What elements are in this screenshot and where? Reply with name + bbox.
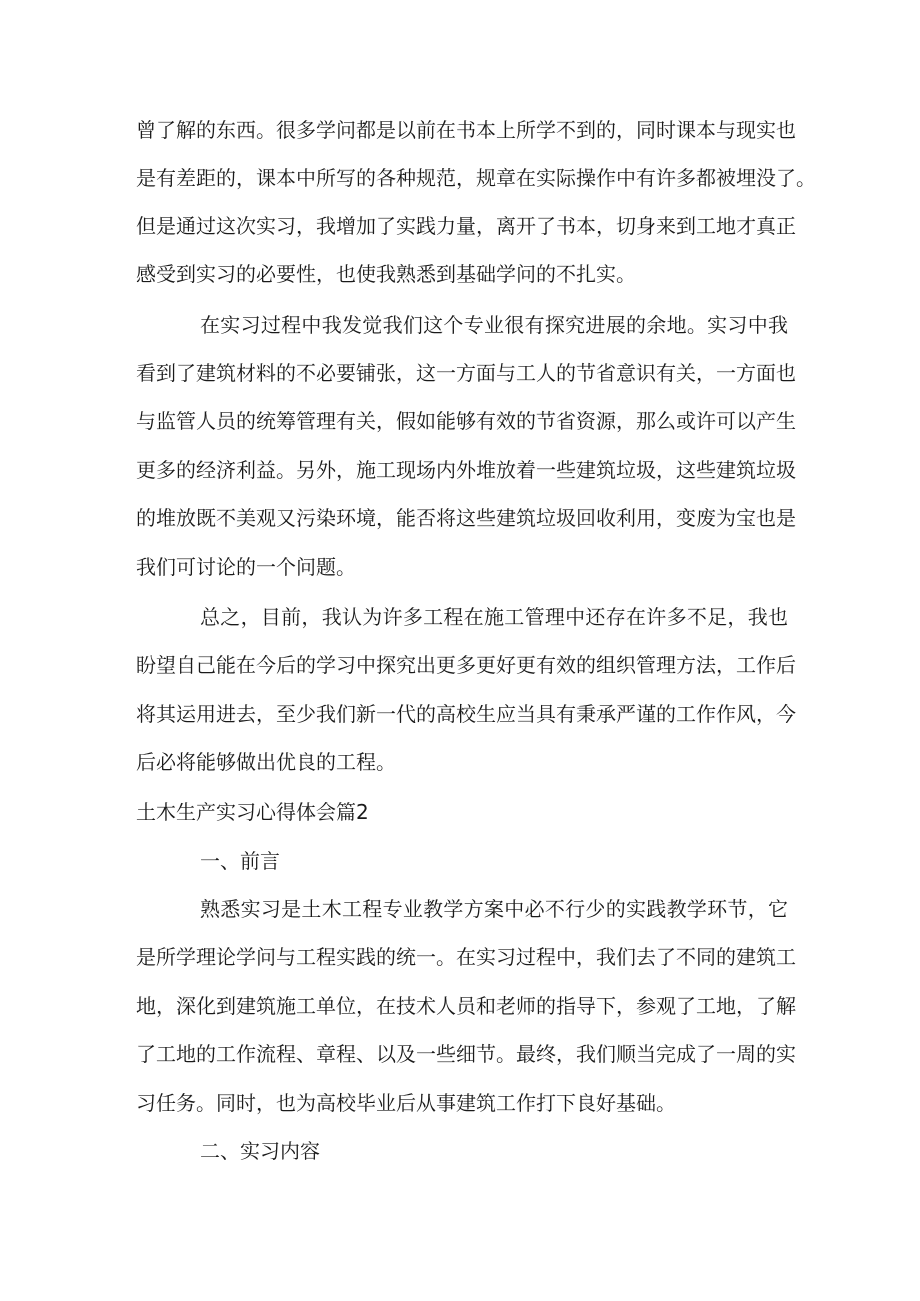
- paragraph-2-line-1: 在实习过程中我发觉我们这个专业很有探究进展的余地。实习中我: [200, 313, 788, 337]
- paragraph-4-line-4: 了工地的工作流程、章程、以及一些细节。最终，我们顺当完成了一周的实: [136, 1042, 796, 1066]
- section-title: 土木生产实习心得体会篇2: [136, 800, 369, 824]
- paragraph-3-line-2: 盼望自己能在今后的学习中探究出更多更好更有效的组织管理方法，工作后: [136, 653, 796, 677]
- paragraph-4-line-5: 习任务。同时，也为高校毕业后从事建筑工作打下良好基础。: [136, 1091, 676, 1115]
- paragraph-1-line-1: 曾了解的东西。很多学问都是以前在书本上所学不到的，同时课本与现实也: [136, 118, 796, 142]
- paragraph-4-line-2: 是所学理论学问与工程实践的统一。在实习过程中，我们去了不同的建筑工: [136, 945, 796, 969]
- paragraph-4-line-3: 地，深化到建筑施工单位，在技术人员和老师的指导下，参观了工地，了解: [136, 994, 796, 1018]
- paragraph-1-line-3: 但是通过这次实习，我增加了实践力量，离开了书本，切身来到工地才真正: [136, 214, 796, 238]
- paragraph-2-line-2: 看到了建筑材料的不必要铺张，这一方面与工人的节省意识有关，一方面也: [136, 361, 796, 385]
- paragraph-2-line-6: 我们可讨论的一个问题。: [136, 555, 356, 579]
- paragraph-4-line-1: 熟悉实习是土木工程专业教学方案中必不行少的实践教学环节，它: [200, 897, 788, 921]
- paragraph-1-line-2: 是有差距的，课本中所写的各种规范，规章在实际操作中有许多都被埋没了。: [136, 166, 816, 190]
- paragraph-2-line-5: 的堆放既不美观又污染环境，能否将这些建筑垃圾回收利用，变废为宝也是: [136, 506, 796, 530]
- paragraph-3-line-4: 后必将能够做出优良的工程。: [136, 750, 396, 774]
- paragraph-3-line-1: 总之，目前，我认为许多工程在施工管理中还存在许多不足，我也: [200, 605, 788, 629]
- paragraph-2-line-4: 更多的经济利益。另外，施工现场内外堆放着一些建筑垃圾，这些建筑垃圾: [136, 458, 796, 482]
- paragraph-1-line-4: 感受到实习的必要性，也使我熟悉到基础学问的不扎实。: [136, 262, 636, 286]
- paragraph-3-line-3: 将其运用进去，至少我们新一代的高校生应当具有秉承严谨的工作作风，今: [136, 702, 796, 726]
- subheading-preface: 一、前言: [200, 849, 280, 873]
- paragraph-2-line-3: 与监管人员的统筹管理有关，假如能够有效的节省资源，那么或许可以产生: [136, 409, 796, 433]
- subheading-internship-content: 二、实习内容: [200, 1139, 320, 1163]
